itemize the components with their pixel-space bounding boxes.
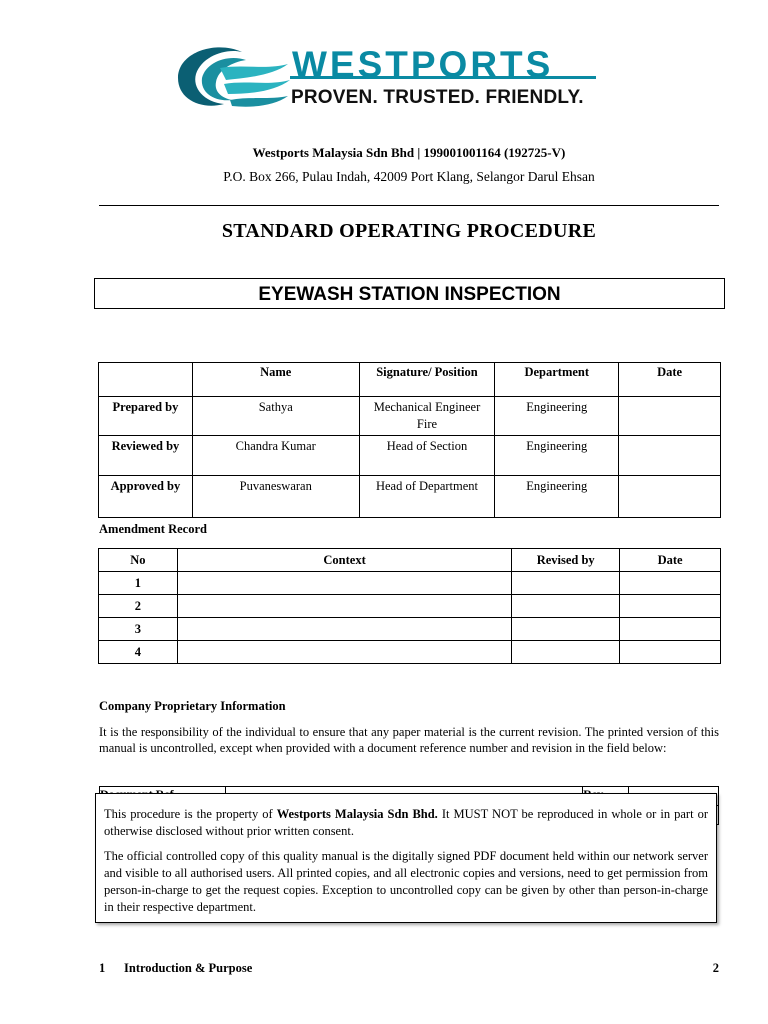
document-type-title: STANDARD OPERATING PROCEDURE: [221, 220, 597, 242]
approval-table: [98, 362, 721, 518]
amendment-row: [99, 595, 721, 618]
approval-row-approved: [99, 476, 721, 518]
revised-by-cell: [512, 618, 620, 641]
approval-row-reviewed: [99, 436, 721, 476]
row-label: Approved by: [99, 476, 193, 518]
amendment-number: 1: [99, 572, 178, 595]
revised-by-cell: [512, 595, 620, 618]
amendment-header-cell: No: [99, 549, 178, 572]
amendment-number: 4: [99, 641, 178, 664]
amendment-header-cell: Date: [620, 549, 721, 572]
amendment-number: 2: [99, 595, 178, 618]
amendment-header-cell: Context: [177, 549, 511, 572]
notice-company: Westports Malaysia Sdn Bhd.: [276, 807, 438, 821]
amendment-header-cell: Revised by: [512, 549, 620, 572]
department-cell: Engineering: [495, 436, 619, 476]
name-cell: Puvaneswaran: [192, 476, 359, 518]
position-line: Mechanical Engineer: [373, 400, 481, 414]
date-cell: [619, 476, 721, 518]
notice-text: This procedure is the property of: [104, 807, 277, 821]
position-cell: [359, 397, 495, 436]
date-cell: [620, 572, 721, 595]
approval-header-cell: Department: [495, 363, 619, 397]
amendment-record-label: Amendment Record: [99, 522, 207, 536]
section-number: 1: [99, 961, 106, 975]
approval-header-cell: Date: [619, 363, 721, 397]
document-title: EYEWASH STATION INSPECTION: [94, 278, 725, 309]
department-cell: Engineering: [495, 397, 619, 436]
page-number: 2: [712, 961, 719, 975]
proprietary-info-label: Company Proprietary Information: [99, 699, 286, 713]
revised-by-cell: [512, 572, 620, 595]
position-cell: Head of Department: [359, 476, 495, 518]
amendment-number: 3: [99, 618, 178, 641]
brand-wordmark: WESTPORTS: [292, 44, 554, 85]
proprietary-paragraph: It is the responsibility of the individual to ensure that any paper material is the current revision. The printed version of this manual is uncontrolled, except when provided with a document reference number and revision in the field below:: [99, 725, 719, 755]
row-label: Reviewed by: [99, 436, 193, 476]
approval-header-cell: Name: [192, 363, 359, 397]
notice-paragraph: The official controlled copy of this quality manual is the digitally signed PDF document held within our network server and visible to all authorised users. All printed copies, and all electronic copies and versions, need to get permission from person-in-charge to get the request copies. Exception to uncontrolled copy can be given by other than person-in-charge in their respective department.: [104, 849, 708, 914]
date-cell: [619, 397, 721, 436]
context-cell: [177, 641, 511, 664]
row-label: Prepared by: [99, 397, 193, 436]
section-title: Introduction & Purpose: [124, 961, 253, 975]
name-cell: Chandra Kumar: [192, 436, 359, 476]
company-registration: Westports Malaysia Sdn Bhd | 199001001164 (192725-V): [252, 145, 566, 160]
context-cell: [177, 572, 511, 595]
date-cell: [620, 595, 721, 618]
approval-row-prepared: [99, 397, 721, 436]
context-cell: [177, 595, 511, 618]
brand-tagline: PROVEN. TRUSTED. FRIENDLY.: [291, 87, 584, 108]
date-cell: [619, 436, 721, 476]
header-divider: [99, 205, 719, 206]
date-cell: [620, 641, 721, 664]
notice-text: It MUST NOT be reproduced in whole or in part or otherwise disclosed without prior written consent.: [104, 807, 708, 838]
company-address: P.O. Box 266, Pulau Indah, 42009 Port Klang, Selangor Darul Ehsan: [223, 169, 595, 184]
department-cell: Engineering: [495, 476, 619, 518]
notice-paragraph: [104, 806, 708, 840]
date-cell: [620, 618, 721, 641]
approval-header-row: [99, 363, 721, 397]
property-notice-box: [95, 793, 717, 923]
amendment-row: [99, 641, 721, 664]
revised-by-cell: [512, 641, 620, 664]
position-line: Fire: [416, 417, 438, 431]
position-cell: Head of Section: [359, 436, 495, 476]
amendment-row: [99, 618, 721, 641]
amendment-table: [98, 548, 721, 664]
amendment-header-row: [99, 549, 721, 572]
name-cell: Sathya: [192, 397, 359, 436]
amendment-row: [99, 572, 721, 595]
context-cell: [177, 618, 511, 641]
approval-header-cell: [99, 363, 193, 397]
approval-header-cell: Signature/ Position: [359, 363, 495, 397]
